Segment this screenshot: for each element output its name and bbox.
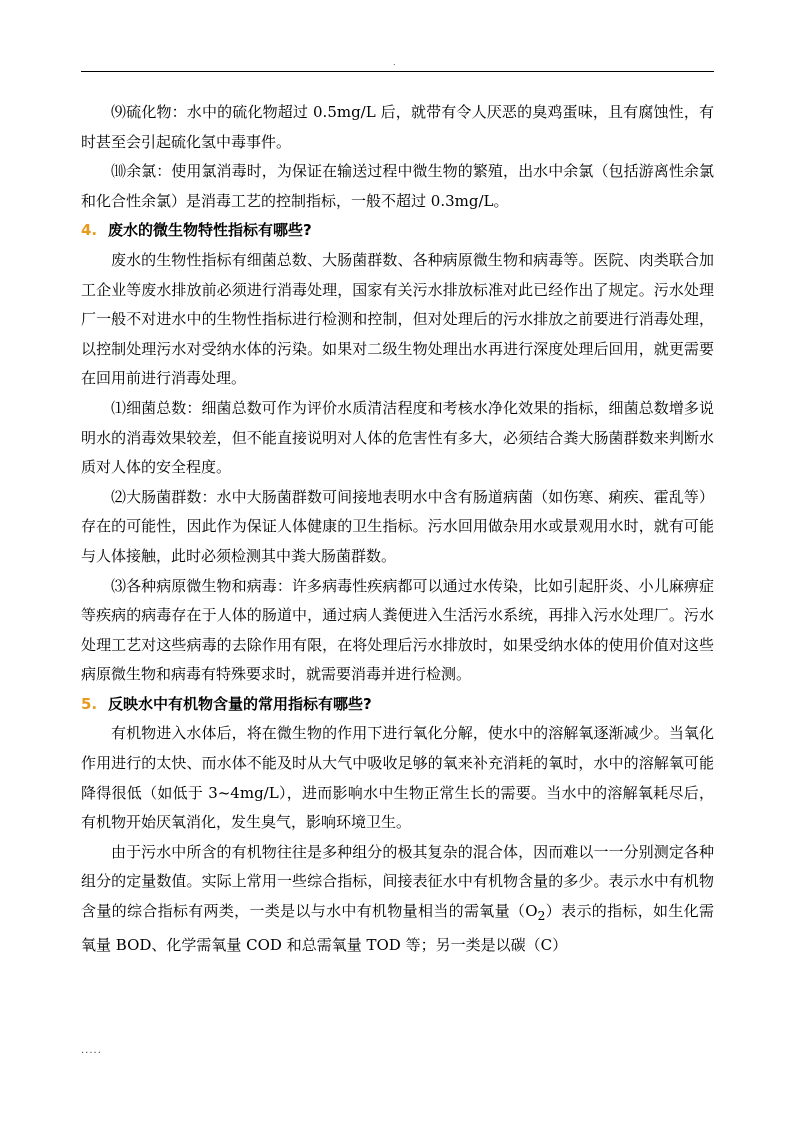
section-heading-5 bbox=[81, 690, 714, 720]
heading-number: 4. bbox=[81, 221, 98, 240]
paragraph-coliform: ⑵大肠菌群数：水中大肠菌群数可间接地表明水中含有肠道病菌（如伤寒、痢疾、霍乱等）存在的可能性，因此作为保证人体健康的卫生指标。污水回用做杂用水或景观用水时，就有可能与人体接触，此时必须检测其中粪大肠菌群数。 bbox=[81, 487, 714, 565]
paragraph-residual-chlorine: ⑽余氯：使用氯消毒时，为保证在输送过程中微生物的繁殖，出水中余氯（包括游离性余氯和化合性余氯）是消毒工艺的控制指标，一般不超过 0.3mg/L。 bbox=[81, 162, 714, 210]
document-body bbox=[81, 98, 714, 960]
paragraph-organic-intro: 有机物进入水体后，将在微生物的作用下进行氧化分解，使水中的溶解氧逐渐减少。当氧化作用进行的太快、而水体不能及时从大气中吸收足够的氧来补充消耗的氧时，水中的溶解氧可能降得很低（如低于 3~4mg/L），进而影响水中生物正常生长的需要。当水中的溶解氧耗尽后，有机物开始厌氧消化，发生臭气，影响环境卫生。 bbox=[81, 724, 714, 832]
paragraph-organic-indicators bbox=[81, 838, 714, 960]
paragraph-bacteria-count: ⑴细菌总数：细菌总数可作为评价水质清洁程度和考核水净化效果的指标，细菌总数增多说明水的消毒效果较差，但不能直接说明对人体的危害性有多大，必须结合粪大肠菌群数来判断水质对人体的安全程度。 bbox=[81, 398, 714, 477]
heading-text: 废水的微生物特性指标有哪些? bbox=[108, 221, 312, 240]
subscript-2: 2 bbox=[537, 908, 546, 924]
section-heading-4 bbox=[81, 216, 714, 246]
paragraph-bio-intro: 废水的生物性指标有细菌总数、大肠菌群数、各种病原微生物和病毒等。医院、肉类联合加工企业等废水排放前必须进行消毒处理，国家有关污水排放标准对此已经作出了规定。污水处理厂一般不对进水中的生物性指标进行检测和控制，但对处理后的污水排放之前要进行消毒处理，以控制处理污水对受纳水体的污染。如果对二级生物处理出水再进行深度处理后回用，就更需要在回用前进行消毒处理。 bbox=[81, 250, 714, 388]
heading-number: 5. bbox=[81, 694, 98, 713]
header-mark: . bbox=[393, 58, 396, 67]
paragraph-pathogens: ⑶各种病原微生物和病毒：许多病毒性疾病都可以通过水传染，比如引起肝炎、小儿麻痹症等疾病的病毒存在于人体的肠道中，通过病人粪便进入生活污水系统，再排入污水处理厂。污水处理工艺对这些病毒的去除作用有限，在将处理后污水排放时，如果受纳水体的使用价值对这些病原微生物和病毒有特殊要求时，就需要消毒并进行检测。 bbox=[81, 576, 714, 684]
footer-mark: ..... bbox=[81, 1045, 102, 1056]
paragraph-text-part: ）表示的指标，如生化需氧量 BOD、化学需氧量 COD 和总需氧量 TOD 等；另一类是以碳（C） bbox=[81, 902, 714, 954]
header-rule bbox=[81, 71, 714, 72]
heading-text: 反映水中有机物含量的常用指标有哪些? bbox=[108, 694, 372, 713]
paragraph-text-part: 由于污水中所含的有机物往往是多种组分的极其复杂的混合体，因而难以一一分别测定各种组分的定量数值。实际上常用一些综合指标，间接表征水中有机物含量的多少。表示水中有机物含量的综合指标有两类，一类是以与水中有机物量相当的需氧量（O bbox=[81, 842, 714, 921]
paragraph-sulfide: ⑼硫化物：水中的硫化物超过 0.5mg/L 后，就带有令人厌恶的臭鸡蛋味，且有腐蚀性，有时甚至会引起硫化氢中毒事件。 bbox=[81, 103, 714, 151]
